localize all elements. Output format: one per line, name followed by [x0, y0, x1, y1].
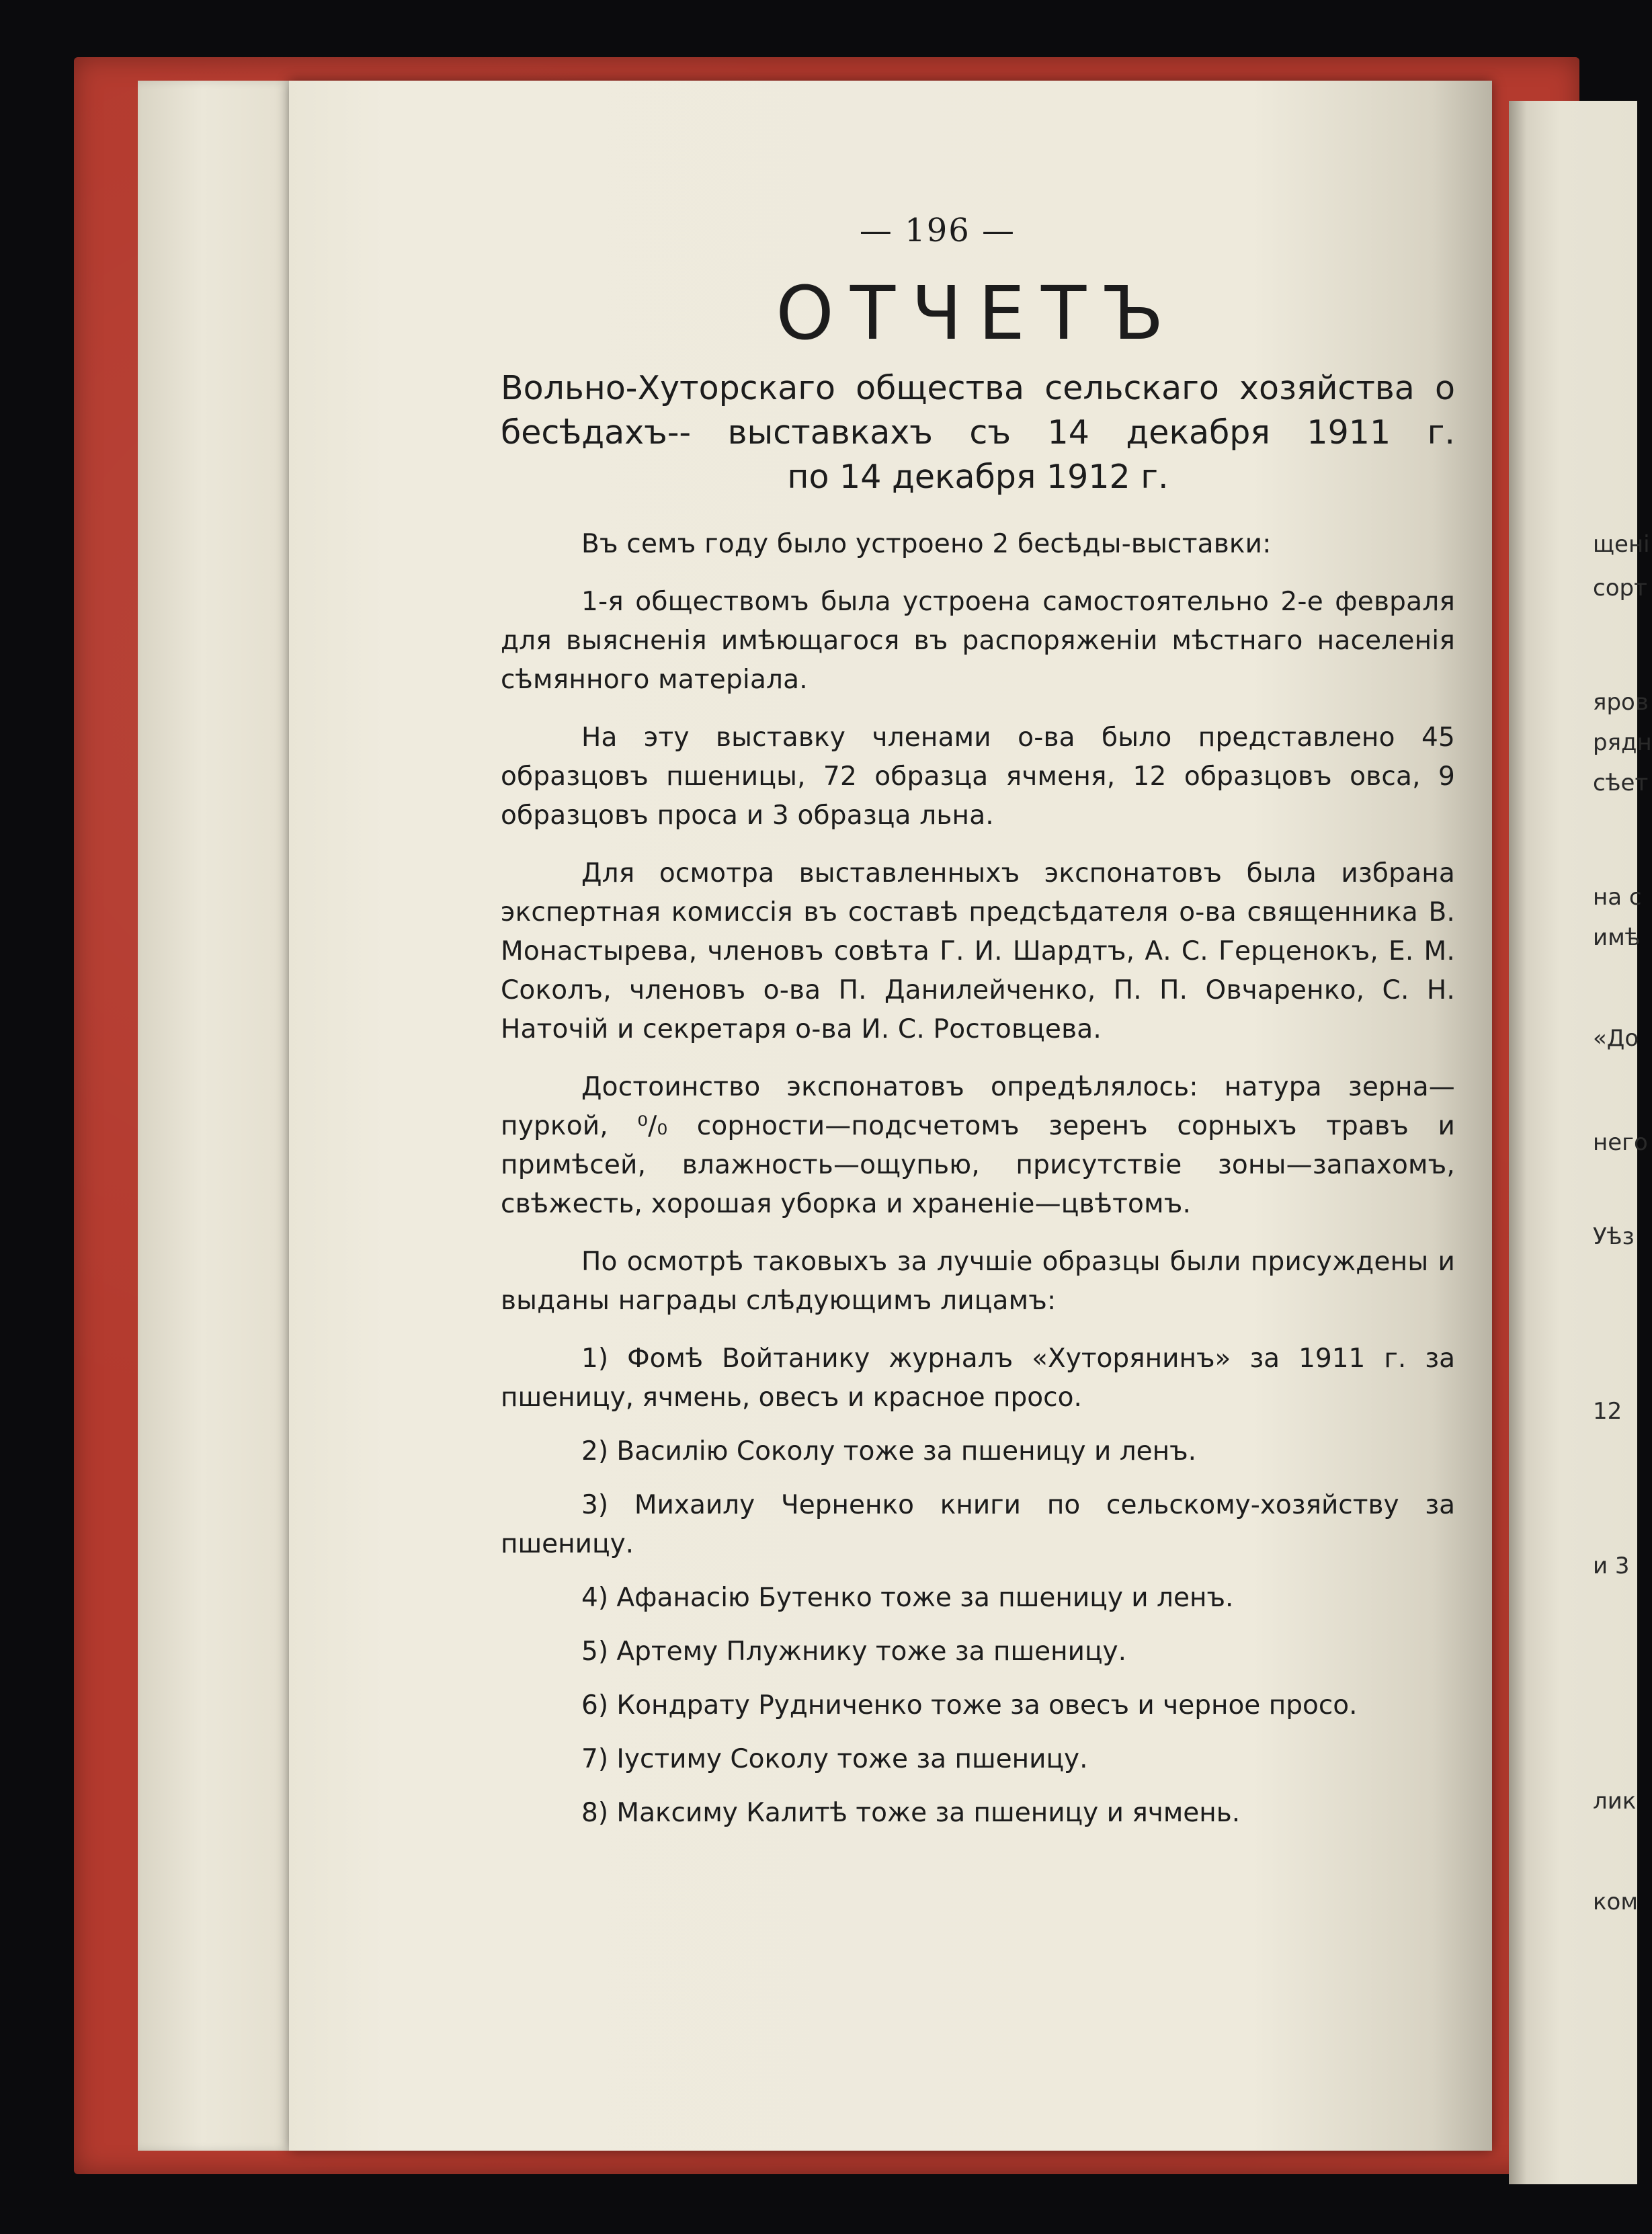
facing-page-fragment: 12: [1593, 1398, 1622, 1425]
page-block-edges: [138, 81, 299, 2151]
paragraph: На эту выставку членами о-ва было представлено 45 образцовъ пшеницы, 72 образца ячменя, 12 образцовъ овса, 9 образцовъ проса и 3 образца льна.: [501, 722, 1455, 831]
facing-page-fragment: яров: [1593, 689, 1649, 716]
facing-page-fragment: щені: [1593, 531, 1650, 558]
paragraph: Для осмотра выставленныхъ экспонатовъ была избрана экспертная комиссія въ составѣ предсѣдателя о-ва священника В. Монастырева, членовъ совѣта Г. И. Шардтъ, А. С. Герценокъ, Е. М. Соколъ, членовъ о-ва П. Данилейченко, П. П. Овчаренко, С. Н. Наточій и секретаря о-ва И. С. Ростовцева.: [501, 858, 1455, 1044]
subtitle-line: по 14 декабря 1912 г.: [787, 458, 1169, 496]
paragraph: По осмотрѣ таковыхъ за лучшіе образцы были присуждены и выданы награды слѣдующимъ лицамъ:: [501, 1247, 1455, 1316]
award-item: 6) Кондрату Рудниченко тоже за овесъ и черное просо.: [581, 1690, 1358, 1721]
paragraph: Достоинство экспонатовъ опредѣлялось: натура зерна—пуркой, ⁰/₀ сорности—подсчетомъ зеренъ сорныхъ травъ и примѣсей, влажность—ощупью, присутствіе зоны—запахомъ, свѣжесть, хорошая уборка и храненіе—цвѣтомъ.: [501, 1072, 1455, 1219]
award-item: 5) Артему Плужнику тоже за пшеницу.: [581, 1637, 1127, 1667]
facing-page-fragment: Уѣз: [1593, 1223, 1635, 1250]
award-item: 1) Фомѣ Войтанику журналъ «Хуторянинъ» за 1911 г. за пшеницу, ячмень, овесъ и красное просо.: [501, 1343, 1455, 1413]
award-item: 2) Василію Соколу тоже за пшеницу и ленъ.: [581, 1436, 1197, 1466]
award-item: 3) Михаилу Черненко книги по сельскому-хозяйству за пшеницу.: [501, 1490, 1455, 1559]
facing-page: [1509, 101, 1652, 2184]
facing-page-fragment: и 3: [1593, 1553, 1630, 1579]
facing-page-fragment: «До: [1593, 1025, 1639, 1052]
facing-page-fragment: ком: [1593, 1889, 1638, 1915]
facing-page-fragment: на с: [1593, 884, 1642, 911]
award-item: 7) Іустиму Соколу тоже за пшеницу.: [581, 1744, 1088, 1774]
facing-page-fragment: имѣ: [1593, 924, 1641, 951]
facing-page-fragment: него: [1593, 1129, 1648, 1156]
paragraph: Въ семъ году было устроено 2 бесѣды-выставки:: [581, 529, 1272, 559]
award-item: 8) Максиму Калитѣ тоже за пшеницу и ячмень.: [581, 1798, 1241, 1828]
page-text: [501, 212, 1455, 1848]
subtitle-line: Вольно-Хуторскаго общества сельскаго хозяйства о: [501, 369, 1455, 407]
report-subtitle: [501, 366, 1455, 499]
facing-page-fragment: сорт: [1593, 575, 1647, 602]
facing-page-fragment: лик: [1593, 1788, 1637, 1815]
page-number: — 196 —: [859, 212, 1016, 249]
facing-page-fragment: сѣет: [1593, 770, 1649, 796]
paragraph: 1-я обществомъ была устроена самостоятельно 2-е февраля для выясненія имѣющагося въ распоряженіи мѣстнаго населенія сѣмянного матеріала.: [501, 587, 1455, 695]
report-title: ОТЧЕТЪ: [776, 270, 1180, 356]
award-item: 4) Афанасію Бутенко тоже за пшеницу и ленъ.: [581, 1583, 1234, 1613]
subtitle-line: бесѣдахъ-- выставкахъ съ 14 декабря 1911 г.: [501, 413, 1455, 452]
awards-list: [501, 1339, 1455, 1833]
facing-page-fragment: рядн: [1593, 729, 1652, 756]
